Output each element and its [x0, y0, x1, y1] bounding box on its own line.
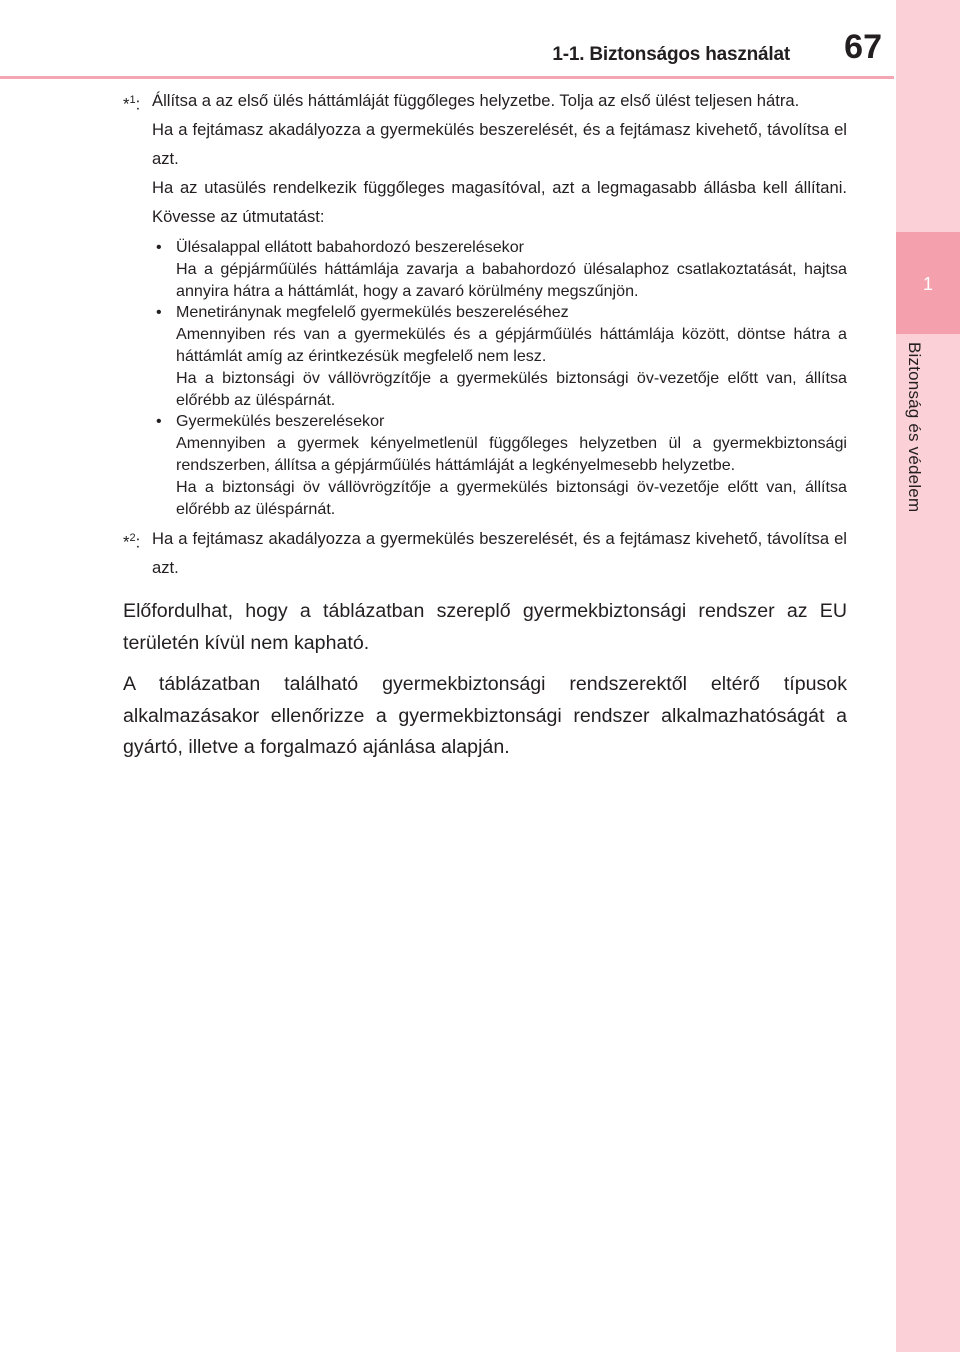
- body-paragraph: Előfordulhat, hogy a táblázatban szereplő gyermekbiztonsági rendszer az EU területén kívül nem kapható.: [123, 600, 847, 654]
- bullet-text: Ha a biztonsági öv vállövrögzítője a gyermekülés biztonsági öv-vezetője előtt van, állítsa előrébb az üléspárnát.: [176, 477, 847, 518]
- bullet-text: Amennyiben rés van a gyermekülés és a gépjárműülés háttámlája között, döntse hátra a háttámlát amíg az érintkezésük megfelelő nem lesz.: [176, 325, 847, 365]
- footnote-mark: *$^1$:: [123, 94, 141, 114]
- bullet-title: Menetiránynak megfelelő gyermekülés beszereléséhez: [176, 303, 569, 322]
- body-paragraph: A táblázatban található gyermekbiztonsági rendszerektől eltérő típusok alkalmazásakor ellenőrizze a gyermekbiztonsági rendszer alkalmazhatóságát a gyártó, illetve a forgalmazó ajánlása alapján.: [123, 673, 847, 759]
- header-rule: [0, 76, 894, 79]
- page-content: [123, 86, 847, 764]
- list-item: [156, 302, 847, 411]
- bullet-title: Gyermekülés beszerelésekor: [176, 412, 385, 431]
- section-title: 1-1. Biztonságos használat: [552, 44, 790, 65]
- bullet-dot: •: [156, 303, 162, 322]
- footnote-paragraph: Ha a fejtámasz akadályozza a gyermekülés beszerelését, és a fejtámasz kivehető, távolítsa el azt.: [152, 529, 847, 578]
- bullet-dot: •: [156, 238, 162, 256]
- list-item: [156, 411, 847, 520]
- footnote-2: [123, 524, 847, 582]
- side-tab: [896, 0, 960, 1352]
- chapter-number: 1: [922, 274, 933, 294]
- footnote-mark: *$^2$:: [123, 532, 141, 552]
- list-item: [156, 237, 847, 302]
- bullet-text: Ha a biztonsági öv vállövrögzítője a gyermekülés biztonsági öv-vezetője előtt van, állítsa előrébb az üléspárnát.: [176, 368, 847, 409]
- bullet-title: Ülésalappal ellátott babahordozó beszerelésekor: [176, 238, 525, 256]
- footnote-paragraph: Ha az utasülés rendelkezik függőleges magasítóval, azt a legmagasabb állásba kell állítani. Kövesse az útmutatást:: [152, 178, 847, 226]
- page-number: 67: [844, 28, 882, 66]
- chapter-title: Biztonság és védelem: [905, 342, 924, 513]
- bullet-text: Amennyiben a gyermek kényelmetlenül függőleges helyzetben ül a gyermekbiztonsági rendszerben, állítsa a gépjárműülés háttámláját a legkényelmesebb helyzetbe.: [176, 434, 847, 474]
- page-header: [0, 0, 894, 78]
- bullet-list: [123, 237, 847, 520]
- bullet-text: Ha a gépjárműülés háttámlája zavarja a babahordozó ülésalaphoz csatlakoztatását, hajtsa annyira hátra a háttámlát, hogy a zavaró körülmény megszűnjön.: [176, 259, 847, 300]
- footnote-1: [123, 86, 847, 231]
- footnote-paragraph: Állítsa a az első ülés háttámláját függőleges helyzetbe. Tolja az első ülést teljesen hátra.: [152, 91, 800, 110]
- bullet-dot: •: [156, 412, 162, 431]
- footnote-paragraph: Ha a fejtámasz akadályozza a gyermekülés beszerelését, és a fejtámasz kivehető, távolítsa el azt.: [152, 120, 847, 168]
